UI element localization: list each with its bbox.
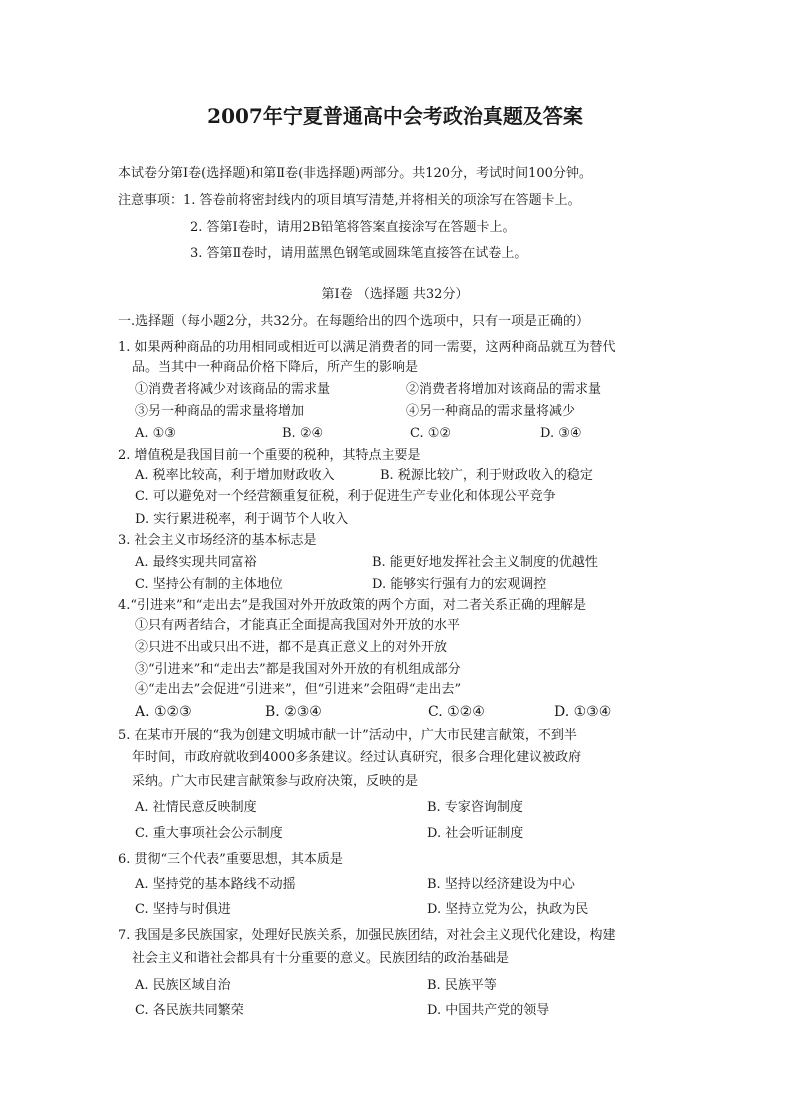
notice-3: 3. 答第Ⅱ卷时，请用蓝黑色钢笔或圆珠笔直接答在试卷上。: [190, 246, 528, 261]
question-1-item: ③另一种商品的需求量将增加: [135, 404, 305, 419]
question-3-option-a: A. 最终实现共同富裕: [135, 555, 257, 570]
question-4-option-d: D. ①③④: [554, 704, 612, 720]
question-1-item: ④另一种商品的需求量将减少: [406, 404, 576, 419]
question-7-stem: 7. 我国是多民族国家，处理好民族关系，加强民族团结，对社会主义现代化建设，构建: [118, 928, 616, 943]
page-title: 2007年宁夏普通高中会考政治真题及答案: [207, 104, 583, 128]
question-5-option-c: C. 重大事项社会公示制度: [135, 826, 283, 841]
question-7-option-d: D. 中国共产党的领导: [427, 1003, 550, 1018]
question-6-option-d: D. 坚持立党为公，执政为民: [427, 902, 589, 917]
question-4-option-b: B. ②③④: [265, 704, 322, 720]
question-4-item: ①只有两者结合，才能真正全面提高我国对外开放的水平: [135, 618, 461, 633]
question-5-option-a: A. 社情民意反映制度: [135, 800, 257, 815]
question-3-stem: 3. 社会主义市场经济的基本标志是: [118, 533, 317, 548]
question-7-stem: 社会主义和谐社会都具有十分重要的意义。民族团结的政治基础是: [132, 951, 510, 966]
notice-2: 2. 答第Ⅰ卷时，请用2B铅笔将答案直接涂写在答题卡上。: [190, 220, 516, 235]
question-4-option-c: C. ①②④: [428, 704, 485, 720]
question-3-option-d: D. 能够实行强有力的宏观调控: [372, 577, 547, 592]
notice-1: 注意事项：1. 答卷前将密封线内的项目填写清楚,并将相关的项涂写在答题卡上。: [118, 193, 581, 208]
question-4-item: ③“引进来”和“走出去”都是我国对外开放的有机组成部分: [135, 662, 461, 677]
question-5-option-b: B. 专家咨询制度: [427, 800, 523, 815]
question-1-stem: 品。当其中一种商品价格下降后，所产生的影响是: [132, 360, 419, 375]
question-2-option-a: A. 税率比较高，利于增加财政收入: [135, 468, 335, 483]
instruction: 一.选择题（每小题2分，共32分。在每题给出的四个选项中，只有一项是正确的）: [118, 314, 589, 329]
question-4-stem: 4.“引进来”和“走出去”是我国对外开放政策的两个方面，对二者关系正确的理解是: [118, 598, 586, 613]
question-4-item: ④“走出去”会促进“引进来”，但“引进来”会阻碍“走出去”: [135, 682, 462, 697]
question-7-option-c: C. 各民族共同繁荣: [135, 1003, 244, 1018]
intro-text: 本试卷分第Ⅰ卷(选择题)和第Ⅱ卷(非选择题)两部分。共120分，考试时间100分钟。: [118, 166, 592, 181]
question-7-option-b: B. 民族平等: [427, 978, 497, 993]
question-5-option-d: D. 社会听证制度: [427, 826, 524, 841]
question-1-option-a: A. ①③: [135, 426, 176, 441]
question-1-option-b: B. ②④: [282, 426, 324, 441]
question-2-option-c: C. 可以避免对一个经营额重复征税，利于促进生产专业化和体现公平竞争: [135, 489, 556, 504]
section-title: 第Ⅰ卷 （选择题 共32分）: [321, 287, 469, 302]
question-5-stem: 采纳。广大市民建言献策参与政府决策，反映的是: [132, 774, 419, 789]
question-3-option-c: C. 坚持公有制的主体地位: [135, 577, 283, 592]
question-6-option-c: C. 坚持与时俱进: [135, 902, 231, 917]
question-2-option-b: B. 税源比较广，利于财政收入的稳定: [380, 468, 593, 483]
question-6-stem: 6. 贯彻“三个代表”重要思想，其本质是: [118, 852, 343, 867]
question-7-option-a: A. 民族区域自治: [135, 978, 231, 993]
question-1-stem: 1. 如果两种商品的功用相同或相近可以满足消费者的同一需要，这两种商品就互为替代: [118, 340, 616, 355]
question-1-item: ①消费者将减少对该商品的需求量: [135, 382, 331, 397]
question-4-item: ②只进不出或只出不进，都不是真正意义上的对外开放: [135, 640, 448, 655]
question-4-option-a: A. ①②③: [135, 704, 192, 720]
question-1-item: ②消费者将增加对该商品的需求量: [406, 382, 602, 397]
question-2-stem: 2. 增值税是我国目前一个重要的税种，其特点主要是: [118, 448, 421, 463]
question-1-option-c: C. ①②: [410, 426, 452, 441]
question-2-option-d: D. 实行累进税率，利于调节个人收入: [135, 512, 349, 527]
question-6-option-a: A. 坚持党的基本路线不动摇: [135, 877, 296, 892]
question-3-option-b: B. 能更好地发挥社会主义制度的优越性: [372, 555, 598, 570]
question-1-option-d: D. ③④: [540, 426, 582, 441]
question-6-option-b: B. 坚持以经济建设为中心: [427, 877, 575, 892]
question-5-stem: 年时间，市政府就收到4000多条建议。经过认真研究，很多合理化建议被政府: [132, 750, 582, 765]
question-5-stem: 5. 在某市开展的“我为创建文明城市献一计”活动中，广大市民建言献策，不到半: [118, 728, 577, 743]
